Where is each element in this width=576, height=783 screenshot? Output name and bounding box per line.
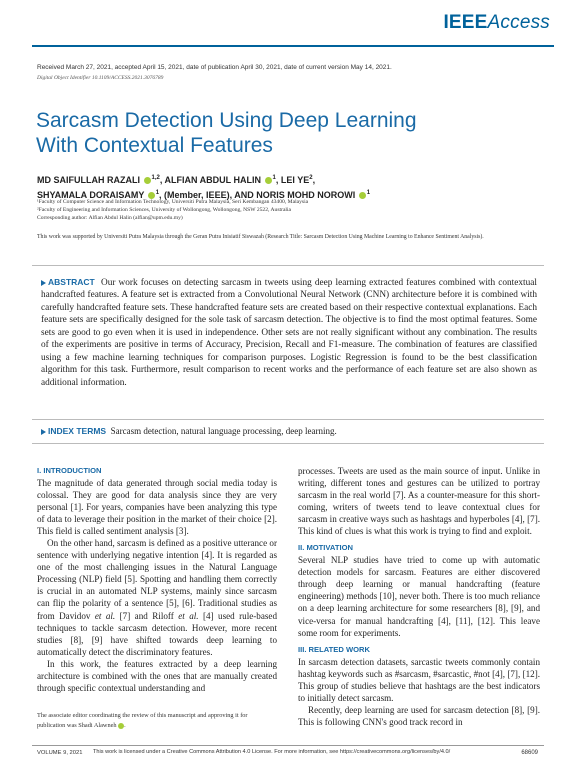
index-terms bbox=[41, 426, 337, 436]
abstract bbox=[41, 276, 537, 389]
abstract-label: ABSTRACT bbox=[48, 277, 95, 287]
author-name: SHYAMALA DORAISAMY bbox=[37, 190, 145, 200]
divider bbox=[32, 265, 544, 266]
doi-line: Digital Object Identifier 10.1109/ACCESS.2021.3076789 bbox=[37, 75, 164, 81]
paragraph: Recently, deep learning are used for sarcasm detection [8], [9]. This is following CNN's good track record in bbox=[298, 704, 540, 727]
paragraph: In sarcasm detection datasets, sarcastic tweets commonly contain hashtag keywords such as #sarcasm, #sarcastic, #not [4], [7], [12]. This group of studies believe that hashtags are the best indicators to initially detect sarcasm. bbox=[298, 656, 540, 703]
paragraph: In this work, the features extracted by a deep learning architecture is combined with the ones that are manually created through specific contextual understanding and bbox=[37, 658, 277, 693]
right-column bbox=[298, 465, 540, 728]
author-name: , ALFIAN ABDUL HALIN bbox=[159, 175, 262, 185]
index-terms-text: Sarcasm detection, natural language processing, deep learning. bbox=[110, 426, 337, 436]
author-name: , (Member, IEEE), AND NORIS MOHD NOROWI bbox=[159, 190, 356, 200]
paragraph: Several NLP studies have tried to come up with automatic detection models for sarcasm. Features are either discovered through deep learning or manual handcrafting (feature engineering) methods [10], never both. There is too much reliance on a deep learning architecture for some researchers [8], [9], and vice-versa for manual handcrafting [4], [11], [12]. This leave some room for experiments. bbox=[298, 555, 540, 638]
paragraph: processes. Tweets are used as the main source of input. Unlike in writing, different tones and gestures can be utilized to portray sarcasm in the real world [7]. As a counter-measure for this short-coming, writers of tweets tend to leave contextual clues for sarcasm in creative ways such as hashtags and hyperboles [4], [7]. This kind of clues is what this work is trying to find and exploit. bbox=[298, 466, 540, 537]
footnote-text: The associate editor coordinating the review of this manuscript and approving it for publication was Shadi Alawneh bbox=[37, 712, 248, 729]
divider bbox=[32, 419, 544, 420]
journal-logo bbox=[443, 12, 550, 34]
orcid-icon[interactable] bbox=[144, 177, 151, 184]
license-note[interactable]: This work is licensed under a Creative Commons Attribution 4.0 License. For more information, see https://creativecommons.org/licenses/by/4.0/ bbox=[93, 749, 451, 755]
paper-title bbox=[36, 108, 516, 158]
author-separator: , bbox=[312, 175, 316, 185]
header-rule bbox=[32, 45, 554, 47]
author-name: , LEI YE bbox=[275, 175, 310, 185]
paragraph bbox=[37, 537, 277, 657]
triangle-marker-icon bbox=[41, 429, 46, 435]
author-list bbox=[37, 172, 557, 202]
et-al: et al. bbox=[94, 610, 116, 621]
section-heading: II. MOTIVATION bbox=[298, 543, 353, 553]
author-affil-sup: 2 bbox=[309, 175, 313, 181]
funding-note: This work was supported by Universiti Putra Malaysia through the Geran Putra Inisiatif Siswazah (Research Title: Sarcasm Detection Using Machine Learning to Enhance Sentiment Analysis). bbox=[37, 234, 484, 240]
journal-name-access: Access bbox=[487, 12, 550, 33]
title-line-1: Sarcasm Detection Using Deep Learning bbox=[36, 109, 417, 132]
page-number: 68609 bbox=[521, 750, 538, 756]
abstract-text: Our work focuses on detecting sarcasm in tweets using deep learning extracted features combined with contextual handcrafted features. A feature set is extracted from a Convolutional Neural Network (CNN) architecture before it is combined with carefully handcrafted feature sets. These handcrafted feature sets are created based on their respective contextual explanations. Each feature sets are specifically designed for the sole task of sarcasm detection. The objective is to find the most optimal features. Some sets are good to go even when it is used in independence. Other sets are not really significant without any combination. The results of the experiments are positive in terms of Accuracy, Precision, Recall and F1-measure. The combination of features are classified using a few machine learning techniques for comparison purposes. Logistic Regression is found to be the best classification algorithm for this task. Furthermore, result comparison to recent works and the performance of each feature set are also shown as additional information. bbox=[41, 278, 537, 388]
paragraph-text: [7] and Riloff bbox=[115, 610, 179, 621]
title-line-2: With Contextual Features bbox=[36, 134, 273, 157]
author-affil-sup: 1 bbox=[155, 190, 160, 196]
author-affil-sup: 1 bbox=[366, 190, 371, 196]
corresponding-author: Corresponding author: Alfian Abdul Halin (alfian@upm.edu.my) bbox=[37, 215, 183, 221]
section-heading: III. RELATED WORK bbox=[298, 644, 370, 654]
orcid-icon[interactable] bbox=[359, 192, 366, 199]
volume-label: VOLUME 9, 2021 bbox=[37, 750, 83, 756]
editor-footnote: The associate editor coordinating the review of this manuscript and approving it for publication was Shadi Alawneh . bbox=[37, 712, 248, 729]
orcid-icon[interactable] bbox=[118, 723, 124, 729]
orcid-icon[interactable] bbox=[265, 177, 272, 184]
paragraph-text: On the other hand, sarcasm is defined as a positive utterance or sentence with underlying negative intention [4]. It is regarded as one of the most challenging issues in the Natural Language Processing (NLP) field [5]. Spotting and handling them correctly is crucial in an automated NLP systems, mainly since sarcasm can flip the polarity of a sentence [5], [6]. Traditional studies as from Davidov bbox=[37, 538, 277, 621]
received-line: Received March 27, 2021, accepted April 15, 2021, date of publication April 30, 2021, date of current version May 14, 2021. bbox=[37, 64, 392, 71]
author-name: MD SAIFULLAH RAZALI bbox=[37, 175, 140, 185]
left-column bbox=[37, 465, 277, 694]
paragraph: The magnitude of data generated through social media today is colossal. They are good for data analysis since they are very personal [1]. For years, companies have been analyzing this type of data to leverage their position in the market of their choice [2]. This field is called sentiment analysis [3]. bbox=[37, 478, 277, 537]
divider bbox=[32, 443, 544, 444]
journal-name-ieee: IEEE bbox=[443, 12, 488, 33]
author-affil-sup: 1,2 bbox=[151, 175, 160, 181]
author-affil-sup: 1 bbox=[272, 175, 276, 181]
paragraph-text: [4] used rule-based techniques to tackle sarcasm detection. However, more recent studies [8], [9] have shifted towards deep learning to automatically detect the discriminatory features. bbox=[37, 610, 277, 657]
affiliation-1: ¹Faculty of Computer Science and Information Technology, Universiti Putra Malaysia, Seri Kembangan 43400, Malaysia bbox=[37, 199, 309, 205]
section-heading: I. INTRODUCTION bbox=[37, 466, 102, 475]
triangle-marker-icon bbox=[41, 280, 46, 286]
et-al: et al. bbox=[178, 610, 199, 621]
affiliation-2: ²Faculty of Engineering and Information Sciences, University of Wollongong, Wollongong, NSW 2522, Australia bbox=[37, 207, 292, 213]
index-terms-label: INDEX TERMS bbox=[48, 426, 107, 436]
footer-rule bbox=[32, 745, 544, 746]
